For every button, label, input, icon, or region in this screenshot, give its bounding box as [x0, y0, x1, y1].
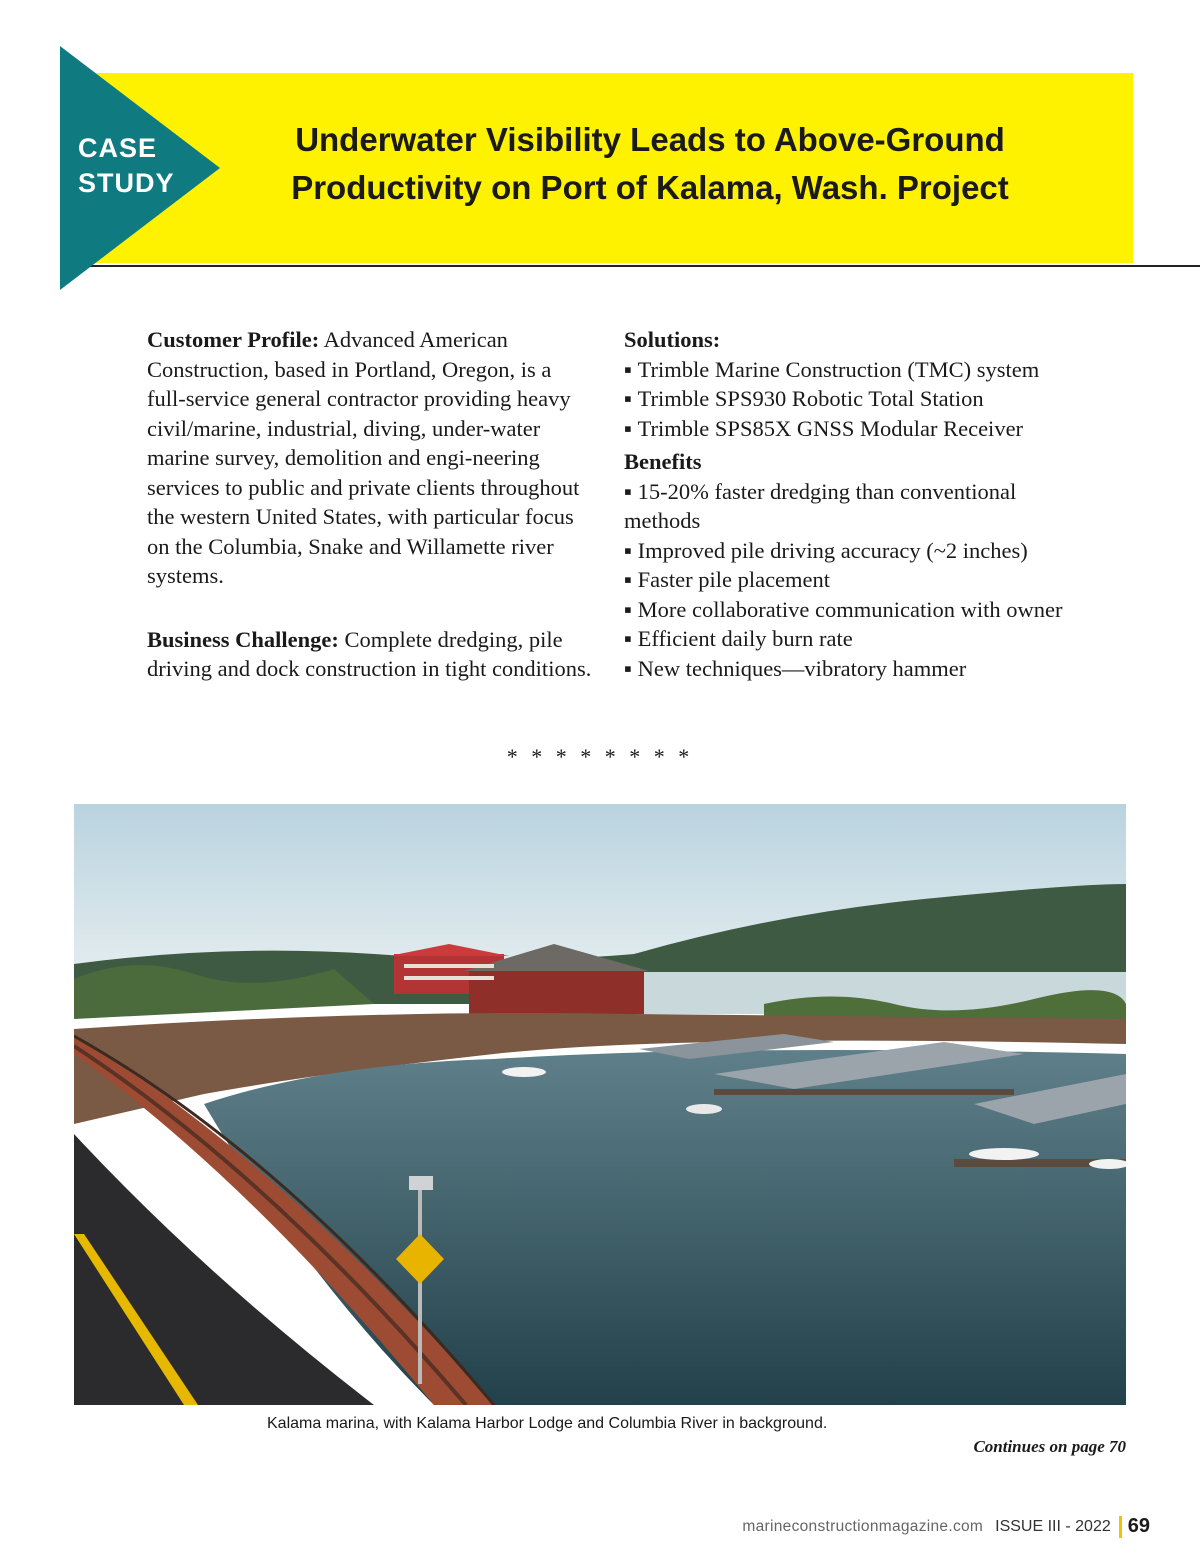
page-footer — [742, 1515, 1150, 1538]
tag-line-1: CASE — [78, 133, 158, 163]
list-item: ▪ New techniques—vibratory hammer — [624, 654, 1084, 684]
title-line-2: Productivity on Port of Kalama, Wash. Project — [291, 169, 1009, 206]
benefits-heading: Benefits — [624, 449, 702, 474]
section-divider: * * * * * * * * — [506, 744, 694, 769]
customer-profile — [147, 325, 592, 591]
business-challenge — [147, 625, 592, 684]
marina-photo — [74, 804, 1126, 1405]
customer-profile-text: Advanced American Construction, based in Portland, Oregon, is a full-service general contractor providing heavy civil/marine, industrial, diving, under-water marine survey, demolition and engi-neering services to public and private clients throughout the western United States, with particular focus on the Columbia, Snake and Willamette river systems. — [147, 327, 580, 588]
title-line-1: Underwater Visibility Leads to Above-Ground — [295, 121, 1005, 158]
list-item: ▪ Trimble SPS930 Robotic Total Station — [624, 384, 1084, 414]
benefits-list — [624, 477, 1084, 684]
continues-note: Continues on page 70 — [973, 1437, 1126, 1456]
list-item: ▪ Improved pile driving accuracy (~2 inches) — [624, 536, 1084, 566]
list-item: ▪ Trimble Marine Construction (TMC) system — [624, 355, 1084, 385]
business-challenge-label: Business Challenge: — [147, 626, 339, 652]
list-item: ▪ 15-20% faster dredging than conventional methods — [624, 477, 1084, 536]
solutions-heading: Solutions: — [624, 327, 721, 352]
header-rule — [90, 265, 1200, 267]
list-item: ▪ More collaborative communication with owner — [624, 595, 1084, 625]
article-title — [220, 116, 1080, 212]
page-number: 69 — [1127, 1515, 1150, 1537]
business-challenge-text: Complete dredging, pile driving and dock construction in tight conditions. — [147, 626, 592, 681]
list-item: ▪ Faster pile placement — [624, 565, 1084, 595]
photo-caption: Kalama marina, with Kalama Harbor Lodge and Columbia River in background. — [267, 1415, 828, 1432]
list-item: ▪ Trimble SPS85X GNSS Modular Receiver — [624, 414, 1084, 444]
right-column — [624, 325, 1084, 683]
case-study-tag — [78, 131, 175, 201]
solutions-list — [624, 355, 1084, 444]
footer-issue: ISSUE III - 2022 — [995, 1517, 1111, 1535]
tag-line-2: STUDY — [78, 168, 175, 198]
footer-site: marineconstructionmagazine.com — [742, 1517, 984, 1535]
customer-profile-label: Customer Profile: — [147, 327, 320, 352]
footer-divider-bar — [1119, 1516, 1122, 1538]
left-column — [147, 325, 592, 718]
list-item: ▪ Efficient daily burn rate — [624, 624, 1084, 654]
